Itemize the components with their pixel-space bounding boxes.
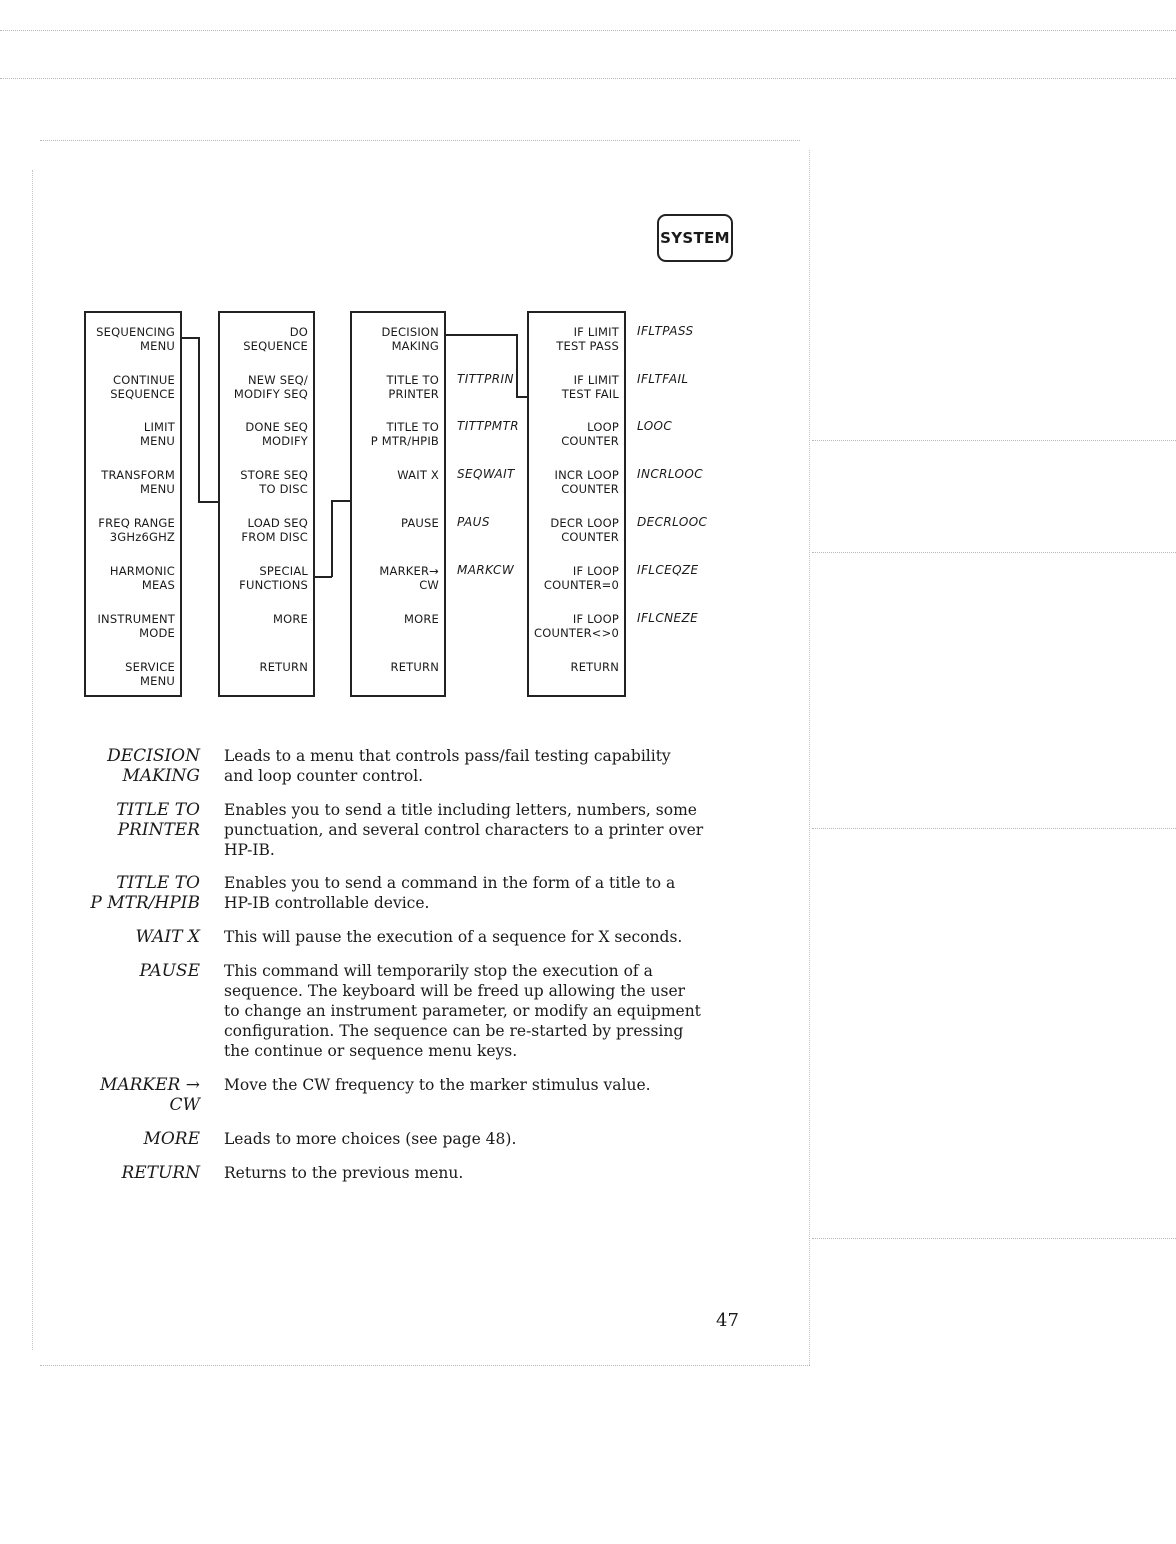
desc-text-more: Leads to more choices (see page 48).	[224, 1130, 517, 1148]
mnemonic-tittprin: TITTPRIN	[457, 372, 514, 386]
softkey-more: MORE	[272, 612, 308, 626]
softkey-instrument-mode: INSTRUMENT MODE	[97, 612, 175, 640]
softkey-special-functions: SPECIAL FUNCTIONS	[239, 564, 308, 592]
special-functions-menu-box	[350, 311, 446, 697]
softkey-load-seq-from-disc: LOAD SEQ FROM DISC	[241, 516, 308, 544]
scan-artifact	[40, 140, 800, 141]
desc-text-return: Returns to the previous menu.	[224, 1164, 464, 1182]
desc-term-marker-to-cw: MARKER → CW	[99, 1075, 200, 1115]
softkey-limit-menu: LIMIT MENU	[139, 420, 175, 448]
connector-line	[516, 396, 527, 398]
desc-term-title-to-printer: TITLE TO PRINTER	[116, 800, 200, 840]
scan-artifact	[812, 552, 1176, 553]
system-menu-box	[84, 311, 182, 697]
softkey-done-seq-modify: DONE SEQ MODIFY	[245, 420, 308, 448]
scan-artifact	[812, 1238, 1176, 1239]
scan-artifact	[812, 440, 1176, 441]
desc-text-marker-to-cw: Move the CW frequency to the marker stimulus value.	[224, 1076, 651, 1094]
desc-text-title-to-pmtr-hpib: Enables you to send a command in the form of a title to a HP-IB controllable device.	[224, 874, 676, 912]
desc-term-wait-x: WAIT X	[135, 927, 200, 947]
softkey-decr-loop-counter: DECR LOOP COUNTER	[550, 516, 619, 544]
mnemonic-ifltpass: IFLTPASS	[637, 324, 694, 338]
connector-line	[198, 501, 218, 503]
connector-line	[331, 500, 333, 577]
scan-artifact	[812, 828, 1176, 829]
scan-artifact	[0, 78, 1176, 79]
sequencing-menu-box	[218, 311, 315, 697]
desc-term-pause: PAUSE	[139, 961, 200, 981]
mnemonic-ifltfail: IFLTFAIL	[637, 372, 689, 386]
desc-text-title-to-printer: Enables you to send a title including letters, numbers, some punctuation, and several control characters to a printer over HP-IB.	[224, 801, 704, 859]
system-hardkey: SYSTEM	[657, 214, 733, 262]
mnemonic-looc: LOOC	[637, 419, 673, 433]
desc-term-return: RETURN	[121, 1163, 200, 1183]
softkey-do-sequence: DO SEQUENCE	[243, 325, 308, 353]
mnemonic-tittpmtr: TITTPMTR	[457, 419, 519, 433]
mnemonic-paus: PAUS	[457, 515, 490, 529]
softkey-sequencing-menu: SEQUENCING MENU	[96, 325, 175, 353]
mnemonic-iflceqze: IFLCEQZE	[637, 563, 699, 577]
scan-artifact	[40, 1365, 810, 1366]
scan-artifact	[809, 150, 810, 1365]
connector-line	[446, 334, 517, 336]
softkey-more: MORE	[403, 612, 439, 626]
softkey-freq-range: FREQ RANGE 3GHz6GHZ	[98, 516, 175, 544]
desc-term-title-to-pmtr-hpib: TITLE TO P MTR/HPIB	[90, 873, 200, 913]
mnemonic-seqwait: SEQWAIT	[457, 467, 515, 481]
softkey-if-loop-counter-eq-0: IF LOOP COUNTER=0	[543, 564, 619, 592]
softkey-if-limit-test-fail: IF LIMIT TEST FAIL	[561, 373, 619, 401]
softkey-store-seq-to-disc: STORE SEQ TO DISC	[240, 468, 308, 496]
connector-line	[315, 576, 332, 578]
softkey-title-to-printer: TITLE TO PRINTER	[386, 373, 439, 401]
softkey-marker-to-cw: MARKER→ CW	[379, 564, 439, 592]
mnemonic-decrlooc: DECRLOOC	[637, 515, 708, 529]
softkey-continue-sequence: CONTINUE SEQUENCE	[110, 373, 175, 401]
desc-text-pause: This command will temporarily stop the execution of a sequence. The keyboard will be freed up allowing the user to change an instrument parameter, or modify an equipment configuration. The sequence can be re-started by pressing the continue or sequence menu keys.	[224, 962, 701, 1060]
softkey-pause: PAUSE	[400, 516, 439, 530]
desc-text-wait-x: This will pause the execution of a sequence for X seconds.	[224, 928, 683, 946]
softkey-return: RETURN	[259, 660, 308, 674]
softkey-service-menu: SERVICE MENU	[125, 660, 175, 688]
connector-line	[182, 337, 199, 339]
connector-line	[198, 337, 200, 502]
mnemonic-markcw: MARKCW	[457, 563, 515, 577]
softkey-new-seq-modify-seq: NEW SEQ/ MODIFY SEQ	[233, 373, 308, 401]
mnemonic-incrlooc: INCRLOOC	[637, 467, 704, 481]
decision-making-menu-box	[527, 311, 626, 697]
softkey-return: RETURN	[390, 660, 439, 674]
page-number: 47	[716, 1310, 739, 1331]
softkey-incr-loop-counter: INCR LOOP COUNTER	[554, 468, 619, 496]
softkey-transform-menu: TRANSFORM MENU	[101, 468, 175, 496]
desc-term-more: MORE	[143, 1129, 200, 1149]
softkey-harmonic-meas: HARMONIC MEAS	[109, 564, 175, 592]
softkey-if-loop-counter-ne-0: IF LOOP COUNTER<>0	[534, 612, 619, 640]
desc-term-decision-making: DECISION MAKING	[107, 746, 200, 786]
softkey-decision-making: DECISION MAKING	[381, 325, 439, 353]
softkey-title-to-pmtr-hpib: TITLE TO P MTR/HPIB	[370, 420, 439, 448]
desc-text-decision-making: Leads to a menu that controls pass/fail testing capability and loop counter control.	[224, 747, 671, 785]
scan-artifact	[0, 30, 1176, 31]
softkey-loop-counter: LOOP COUNTER	[561, 420, 619, 448]
connector-line	[516, 334, 518, 397]
softkey-if-limit-test-pass: IF LIMIT TEST PASS	[556, 325, 619, 353]
mnemonic-iflcneze: IFLCNEZE	[637, 611, 699, 625]
connector-line	[331, 500, 350, 502]
softkey-return: RETURN	[570, 660, 619, 674]
softkey-wait-x: WAIT X	[397, 468, 439, 482]
